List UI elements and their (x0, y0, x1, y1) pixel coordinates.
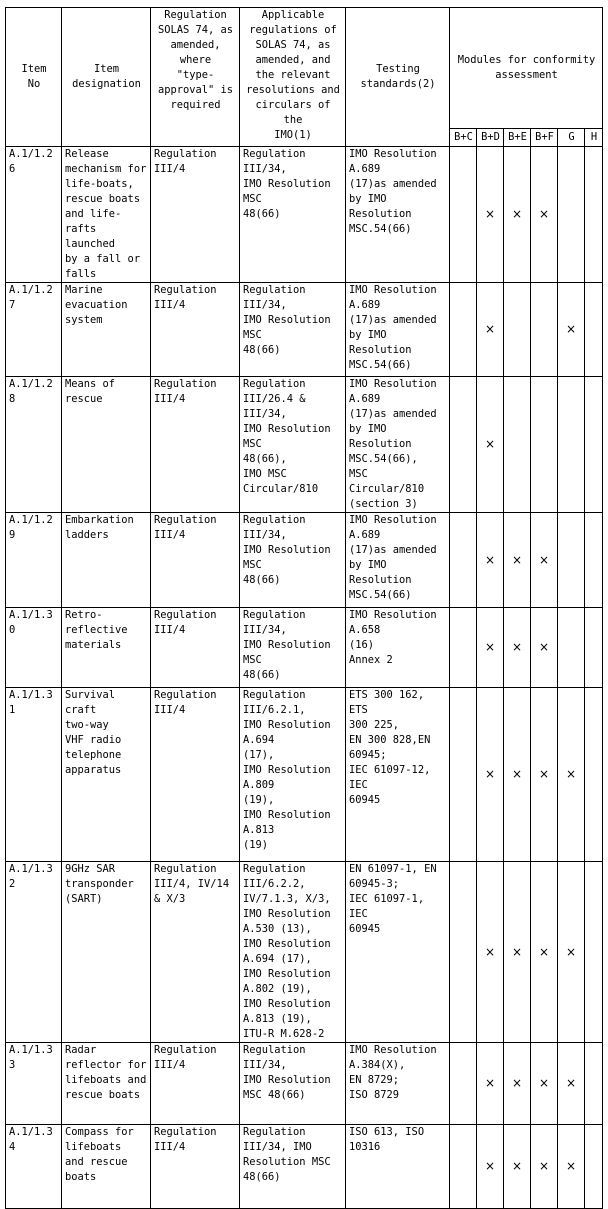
item-no-cell: A.1/1.32 (6, 862, 62, 1043)
module-h-mark (585, 1043, 603, 1125)
table-row (6, 513, 603, 608)
table-row (6, 608, 603, 688)
designation-cell: Radar reflector for lifeboats and rescue boats (62, 1043, 151, 1125)
item-no-cell: A.1/1.30 (6, 608, 62, 688)
module-be-mark (504, 377, 531, 513)
applicable-regulations-cell: Regulation III/34, IMO Resolution MSC 48(66) (240, 1125, 346, 1209)
module-be-mark: × (504, 1125, 531, 1209)
testing-standards-cell: IMO Resolution A.689 (17)as amended by IMO Resolution MSC.54(66) (346, 147, 450, 283)
regulation-cell: Regulation III/4 (151, 608, 240, 688)
module-bf-mark (531, 283, 558, 377)
testing-standards-cell: EN 61097-1, EN 60945-3; IEC 61097-1, IEC 60945 (346, 862, 450, 1043)
module-g-mark: × (558, 283, 585, 377)
table-row (6, 1043, 603, 1125)
regulation-cell: Regulation III/4 (151, 377, 240, 513)
testing-standards-cell: IMO Resolution A.689 (17)as amended by IMO Resolution MSC.54(66) (346, 283, 450, 377)
module-bf-mark: × (531, 147, 558, 283)
item-no-cell: A.1/1.33 (6, 1043, 62, 1125)
module-g-mark (558, 147, 585, 283)
module-be-mark: × (504, 513, 531, 608)
header-designation: Item designation (62, 8, 151, 147)
table-row (6, 688, 603, 862)
header-modules: Modules for conformity assessment (450, 8, 603, 129)
testing-standards-cell: IMO Resolution A.689 (17)as amended by IMO Resolution MSC.54(66), MSC Circular/810 (section 3) (346, 377, 450, 513)
applicable-regulations-cell: Regulation III/34, IMO Resolution MSC 48(66) (240, 147, 346, 283)
module-bc-mark (450, 147, 477, 283)
module-bc-mark (450, 608, 477, 688)
module-g-mark: × (558, 862, 585, 1043)
testing-standards-cell: ETS 300 162, ETS 300 225, EN 300 828,EN 60945; IEC 61097-12, IEC 60945 (346, 688, 450, 862)
testing-standards-cell: IMO Resolution A.384(X), EN 8729; ISO 8729 (346, 1043, 450, 1125)
module-bf-mark (531, 377, 558, 513)
module-h-mark (585, 377, 603, 513)
module-bc-mark (450, 283, 477, 377)
table-row (6, 377, 603, 513)
testing-standards-cell: ISO 613, ISO 10316 (346, 1125, 450, 1209)
item-no-cell: A.1/1.26 (6, 147, 62, 283)
designation-cell: Compass for lifeboats and rescue boats (62, 1125, 151, 1209)
applicable-regulations-cell: Regulation III/6.2.1, IMO Resolution A.694 (17), IMO Resolution A.809 (19), IMO Resolution A.813 (19) (240, 688, 346, 862)
table-row (6, 283, 603, 377)
module-bd-mark: × (477, 862, 504, 1043)
header-module-bc: B+C (450, 129, 477, 147)
module-bd-mark: × (477, 283, 504, 377)
regulation-cell: Regulation III/4 (151, 513, 240, 608)
table-row (6, 147, 603, 283)
header-testing-standards: Testing standards(2) (346, 8, 450, 147)
module-bf-mark: × (531, 1043, 558, 1125)
table-row (6, 862, 603, 1043)
module-g-mark (558, 377, 585, 513)
conformity-table-container (5, 7, 603, 1209)
module-h-mark (585, 608, 603, 688)
module-be-mark (504, 283, 531, 377)
module-be-mark: × (504, 1043, 531, 1125)
module-be-mark: × (504, 147, 531, 283)
regulation-cell: Regulation III/4 (151, 1043, 240, 1125)
regulation-cell: Regulation III/4, IV/14 & X/3 (151, 862, 240, 1043)
module-h-mark (585, 147, 603, 283)
module-bc-mark (450, 1043, 477, 1125)
module-bc-mark (450, 1125, 477, 1209)
module-be-mark: × (504, 862, 531, 1043)
designation-cell: Marine evacuation system (62, 283, 151, 377)
item-no-cell: A.1/1.28 (6, 377, 62, 513)
module-bd-mark: × (477, 513, 504, 608)
module-bf-mark: × (531, 1125, 558, 1209)
conformity-table (5, 7, 603, 1209)
module-bd-mark: × (477, 688, 504, 862)
module-be-mark: × (504, 608, 531, 688)
module-bc-mark (450, 862, 477, 1043)
item-no-cell: A.1/1.31 (6, 688, 62, 862)
header-module-g: G (558, 129, 585, 147)
designation-cell: Survival craft two-way VHF radio telephone apparatus (62, 688, 151, 862)
regulation-cell: Regulation III/4 (151, 1125, 240, 1209)
header-module-bf: B+F (531, 129, 558, 147)
module-bc-mark (450, 688, 477, 862)
designation-cell: Means of rescue (62, 377, 151, 513)
module-bd-mark: × (477, 1125, 504, 1209)
module-g-mark (558, 513, 585, 608)
module-h-mark (585, 283, 603, 377)
module-g-mark: × (558, 1043, 585, 1125)
applicable-regulations-cell: Regulation III/34, IMO Resolution MSC 48(66) (240, 1043, 346, 1125)
module-h-mark (585, 688, 603, 862)
designation-cell: Retro- reflective materials (62, 608, 151, 688)
applicable-regulations-cell: Regulation III/34, IMO Resolution MSC 48(66) (240, 608, 346, 688)
module-g-mark: × (558, 1125, 585, 1209)
header-module-h: H (585, 129, 603, 147)
module-be-mark: × (504, 688, 531, 862)
item-no-cell: A.1/1.29 (6, 513, 62, 608)
header-module-bd: B+D (477, 129, 504, 147)
designation-cell: Release mechanism for life-boats, rescue boats and life-rafts launched by a fall or falls (62, 147, 151, 283)
regulation-cell: Regulation III/4 (151, 283, 240, 377)
module-bc-mark (450, 513, 477, 608)
table-body (6, 147, 603, 1209)
testing-standards-cell: IMO Resolution A.689 (17)as amended by IMO Resolution MSC.54(66) (346, 513, 450, 608)
applicable-regulations-cell: Regulation III/34, IMO Resolution MSC 48(66) (240, 283, 346, 377)
module-bf-mark: × (531, 608, 558, 688)
module-h-mark (585, 513, 603, 608)
module-h-mark (585, 862, 603, 1043)
module-g-mark: × (558, 688, 585, 862)
module-bd-mark: × (477, 1043, 504, 1125)
item-no-cell: A.1/1.27 (6, 283, 62, 377)
testing-standards-cell: IMO Resolution A.658 (16) Annex 2 (346, 608, 450, 688)
module-g-mark (558, 608, 585, 688)
regulation-cell: Regulation III/4 (151, 688, 240, 862)
item-no-cell: A.1/1.34 (6, 1125, 62, 1209)
module-bf-mark: × (531, 862, 558, 1043)
header-applicable-regulations: Applicable regulations of SOLAS 74, as amended, and the relevant resolutions and circulars of the IMO(1) (240, 8, 346, 147)
module-bf-mark: × (531, 688, 558, 862)
designation-cell: Embarkation ladders (62, 513, 151, 608)
module-bd-mark: × (477, 377, 504, 513)
header-regulation: Regulation SOLAS 74, as amended, where "type- approval" is required (151, 8, 240, 147)
module-bc-mark (450, 377, 477, 513)
table-row (6, 1125, 603, 1209)
module-h-mark (585, 1125, 603, 1209)
applicable-regulations-cell: Regulation III/26.4 & III/34, IMO Resolution MSC 48(66), IMO MSC Circular/810 (240, 377, 346, 513)
applicable-regulations-cell: Regulation III/6.2.2, IV/7.1.3, X/3, IMO Resolution A.530 (13), IMO Resolution A.694 (17), IMO Resolution A.802 (19), IMO Resolution A.813 (19), ITU-R M.628-2 (240, 862, 346, 1043)
module-bf-mark: × (531, 513, 558, 608)
module-bd-mark: × (477, 147, 504, 283)
header-module-be: B+E (504, 129, 531, 147)
applicable-regulations-cell: Regulation III/34, IMO Resolution MSC 48(66) (240, 513, 346, 608)
designation-cell: 9GHz SAR transponder (SART) (62, 862, 151, 1043)
module-bd-mark: × (477, 608, 504, 688)
header-item-no: Item No (6, 8, 62, 147)
regulation-cell: Regulation III/4 (151, 147, 240, 283)
